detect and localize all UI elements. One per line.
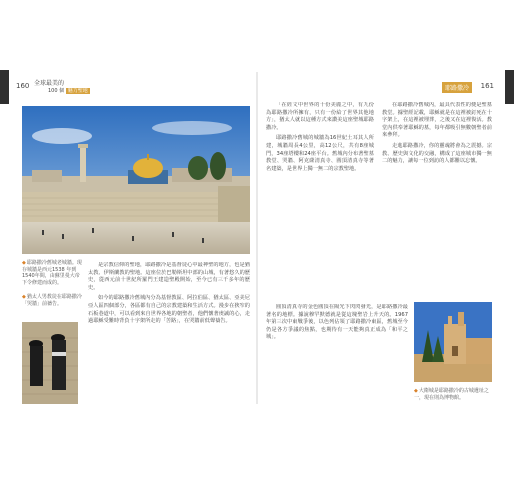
left-edge-tab [0, 70, 9, 104]
right-page-header [258, 80, 500, 96]
left-page-header [14, 80, 256, 96]
caption-wailing-wall-text: 猶太人男教徒在耶路撒冷「哭牆」前禱告。 [22, 294, 82, 307]
caption-marker-icon: ◆ [22, 294, 26, 300]
right-body-column-2 [382, 102, 492, 297]
citadel-photo [414, 302, 492, 382]
left-page [14, 72, 256, 404]
old-city-wall-photo [22, 106, 250, 254]
series-subtitle [48, 88, 90, 94]
paragraph: 走進耶路撒冷，你的靈魂將會為之震撼。宗教、歷史與文化的交融，構成了這座城市獨一無二的魅力，讓每一位到訪的人都難以忘懷。 [382, 142, 492, 165]
left-page-number: 160 [16, 82, 30, 90]
book-spread [14, 72, 500, 404]
caption-wailing-wall [22, 294, 82, 307]
paragraph: 圓頂清真寺的金色圓頂在陽光下閃閃發光，是耶路撒冷最著名的地標。據說穆罕默德就是從這塊聖岩上升天的。1967年第三次中東戰爭後，以色列佔領了耶路撒冷東區，舊城至今仍是各方爭議的焦點，也期待有一天能夠真正成為「和平之城」。 [266, 304, 408, 341]
caption-marker-icon: ◆ [22, 260, 26, 266]
caption-marker-icon: ◆ [414, 388, 418, 394]
praying-men-photo [22, 322, 78, 404]
chapter-badge: 耶路撒冷 [442, 82, 472, 93]
series-title: 全球最美的 [34, 80, 65, 87]
caption-old-wall [22, 260, 82, 286]
right-body-column-3 [266, 304, 408, 400]
series-count: 100 個 [48, 88, 65, 94]
paragraph: 「在經文中世界的十份美麗之中，有九份為耶路撒冷所擁有，只有一份給了世界其他地方」，猶太人就以這種方式來讚美這座聖城耶路撒冷。 [266, 102, 374, 131]
right-page-number: 161 [480, 82, 494, 90]
paragraph: 耶路撒冷舊城的城牆為16世紀土耳其人所建，城牆周長4公里，高12公尺，共有8座城門，34座塔樓和24座平台。舊城內分布著聖墓教堂、哭牆、阿克薩清真寺、圓頂清真寺等著名建築，是世界上獨一無二的宗教聖地。 [266, 135, 374, 172]
paragraph: 如今的耶路撒冷舊城內分為基督教區、阿拉伯區、猶太區、亞美尼亞人區四個部分，各區都有自己的宗教建築和生活方式。漫步在狹窄的石板巷道中，可以看到來自世界各地的朝聖者，他們懷著虔誠的心，走過耶穌受難時背負十字架所走的「苦路」，在哭牆前低聲禱告。 [88, 295, 250, 325]
right-body-column-1 [266, 102, 374, 302]
caption-citadel-text: 大衛城是耶路撒冷的古城遺址之一，現在則為博物館。 [414, 388, 489, 401]
caption-citadel [414, 388, 494, 401]
caption-old-wall-text: 耶路撒冷舊城老城牆。現存城牆是西元1538 年到1540年間，由蘇里曼大帝下令修建而成的。 [22, 260, 82, 286]
paragraph: 是宗教信仰的聖地，耶路撒冷是基督徒心中最神聖的地方，也是猶太教、伊斯蘭教的聖地。這座位於巴勒斯坦中部的山城，有著悠久的歷史，從西元前十世紀所羅門王建造聖殿開始，至今已有三千多年的歷史。 [88, 262, 250, 291]
right-page [258, 72, 500, 404]
left-body-text [88, 262, 250, 402]
series-badge: 魅力聖地 [67, 88, 88, 94]
right-edge-tab [505, 70, 514, 104]
paragraph: 在耶路撒冷舊城內，最具代表性的便是聖墓教堂。據聖經記載，耶穌就是在這裡被釘死在十字架上，在這裡被埋葬，之後又在這裡復活。教堂內供奉著耶穌的墓，每年都吸引無數朝聖者前來參拜。 [382, 102, 492, 139]
